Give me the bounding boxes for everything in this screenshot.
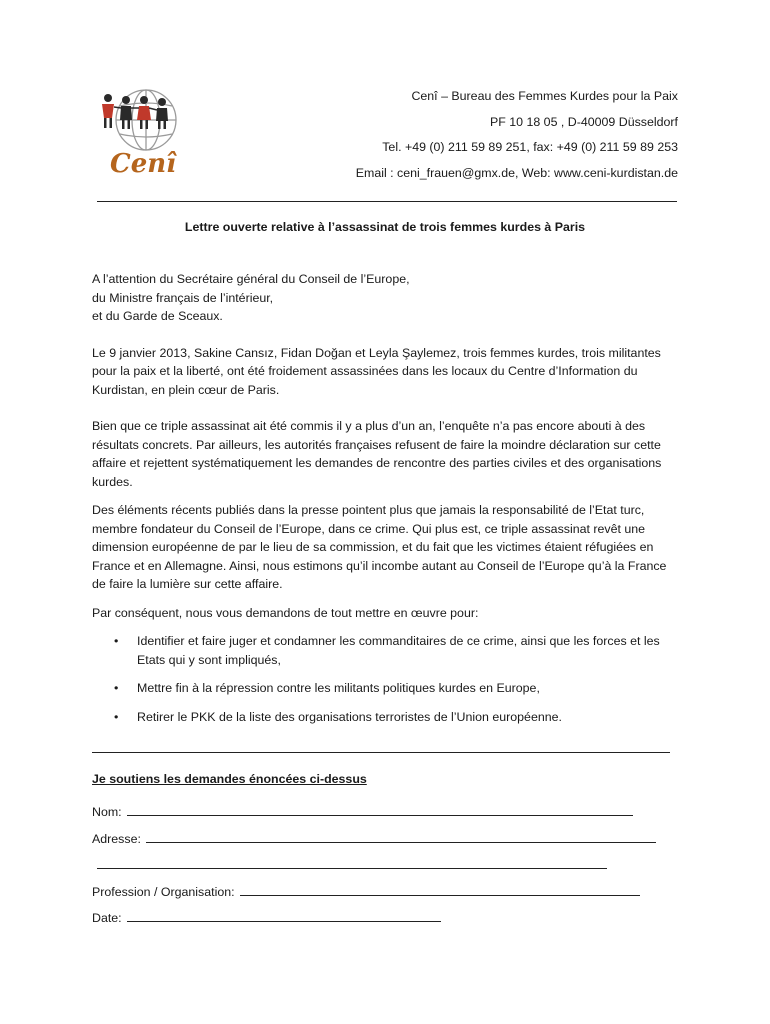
- letterhead: [356, 84, 678, 186]
- signature-form: [92, 799, 656, 932]
- figures-icon: [102, 94, 168, 129]
- ceni-logo: [88, 78, 188, 182]
- date-row: [92, 905, 656, 932]
- bullet-icon: •: [114, 681, 119, 695]
- paragraph-intro: Le 9 janvier 2013, Sakine Cansız, Fidan Doğan et Leyla Şaylemez, trois femmes kurdes, trois militantes pour la paix et la liberté, ont été froidement assassinées dans les locaux du Centre d’Information du Kurdistan, en plein cœur de Paris.: [92, 345, 661, 397]
- date-label: Date:: [92, 911, 122, 925]
- paragraph-investigation: Bien que ce triple assassinat ait été commis il y a plus d’un an, l’enquête n’a pas encore abouti à des résultats concrets. Par ailleurs, les autorités françaises refusent de faire la moindre déclaration sur cette affaire et rejettent systématiquement les demandes de rencontre des parties civiles et des organisations kurdes.: [92, 419, 662, 489]
- header-divider: [97, 201, 677, 202]
- list-item: [92, 679, 682, 698]
- recipient-line: et du Garde de Sceaux.: [92, 309, 223, 323]
- support-heading: Je soutiens les demandes énoncées ci-dessus: [92, 772, 367, 786]
- name-row: [92, 799, 656, 826]
- section-divider: [92, 752, 670, 753]
- address-field[interactable]: [146, 828, 656, 843]
- list-item: [92, 708, 682, 727]
- date-field[interactable]: [127, 907, 441, 922]
- address-label: Adresse:: [92, 831, 141, 846]
- demands-list: [92, 632, 682, 726]
- postal-address: PF 10 18 05 , D-40009 Düsseldorf: [489, 114, 678, 129]
- name-label: Nom:: [92, 805, 122, 819]
- paragraph-responsibility: Des éléments récents publiés dans la presse pointent plus que jamais la responsabilité de l’Etat turc, membre fondateur du Conseil de l’Europe, dans ce crime. Qui plus est, ce triple assassinat revêt une dimension européenne de par le lieu de sa commission, et du fait que les victimes étaient réfugiées en France et en Allemagne. Ainsi, nous estimons qu’il incombe autant au Conseil de l’Europe qu’à la France de faire la lumière sur cette affaire.: [92, 503, 667, 591]
- recipients: [92, 270, 682, 326]
- bullet-icon: •: [114, 709, 119, 724]
- paragraph-request: Par conséquent, nous vous demandons de tout mettre en œuvre pour:: [92, 605, 479, 620]
- letter-title: Lettre ouverte relative à l’assassinat de trois femmes kurdes à Paris: [184, 220, 586, 234]
- demand-text: Mettre fin à la répression contre les militants politiques kurdes en Europe,: [137, 681, 540, 695]
- address-row-2: [92, 852, 656, 879]
- profession-field[interactable]: [240, 881, 640, 896]
- letter-body: [92, 270, 682, 736]
- org-name: Cenî – Bureau des Femmes Kurdes pour la Paix: [411, 89, 678, 103]
- profession-label: Profession / Organisation:: [92, 884, 235, 899]
- profession-row: [92, 879, 656, 906]
- email-web: Email : ceni_frauen@gmx.de, Web: www.ceni-kurdistan.de: [355, 165, 678, 180]
- phone-fax: Tel. +49 (0) 211 59 89 251, fax: +49 (0) 211 59 89 253: [382, 140, 678, 154]
- recipient-line: du Ministre français de l’intérieur,: [92, 290, 274, 305]
- bullet-icon: •: [114, 634, 119, 648]
- address-field-line-2[interactable]: [97, 854, 607, 869]
- demand-text: Identifier et faire juger et condamner les commanditaires de ce crime, ainsi que les forces et les Etats qui y sont impliqués,: [137, 634, 660, 667]
- logo-text: Cenî: [110, 149, 177, 179]
- recipient-line: A l’attention du Secrétaire général du Conseil de l’Europe,: [92, 272, 410, 286]
- demand-text: Retirer le PKK de la liste des organisations terroristes de l’Union européenne.: [137, 709, 562, 724]
- name-field[interactable]: [127, 801, 633, 816]
- address-row: [92, 826, 656, 853]
- list-item: [92, 632, 682, 669]
